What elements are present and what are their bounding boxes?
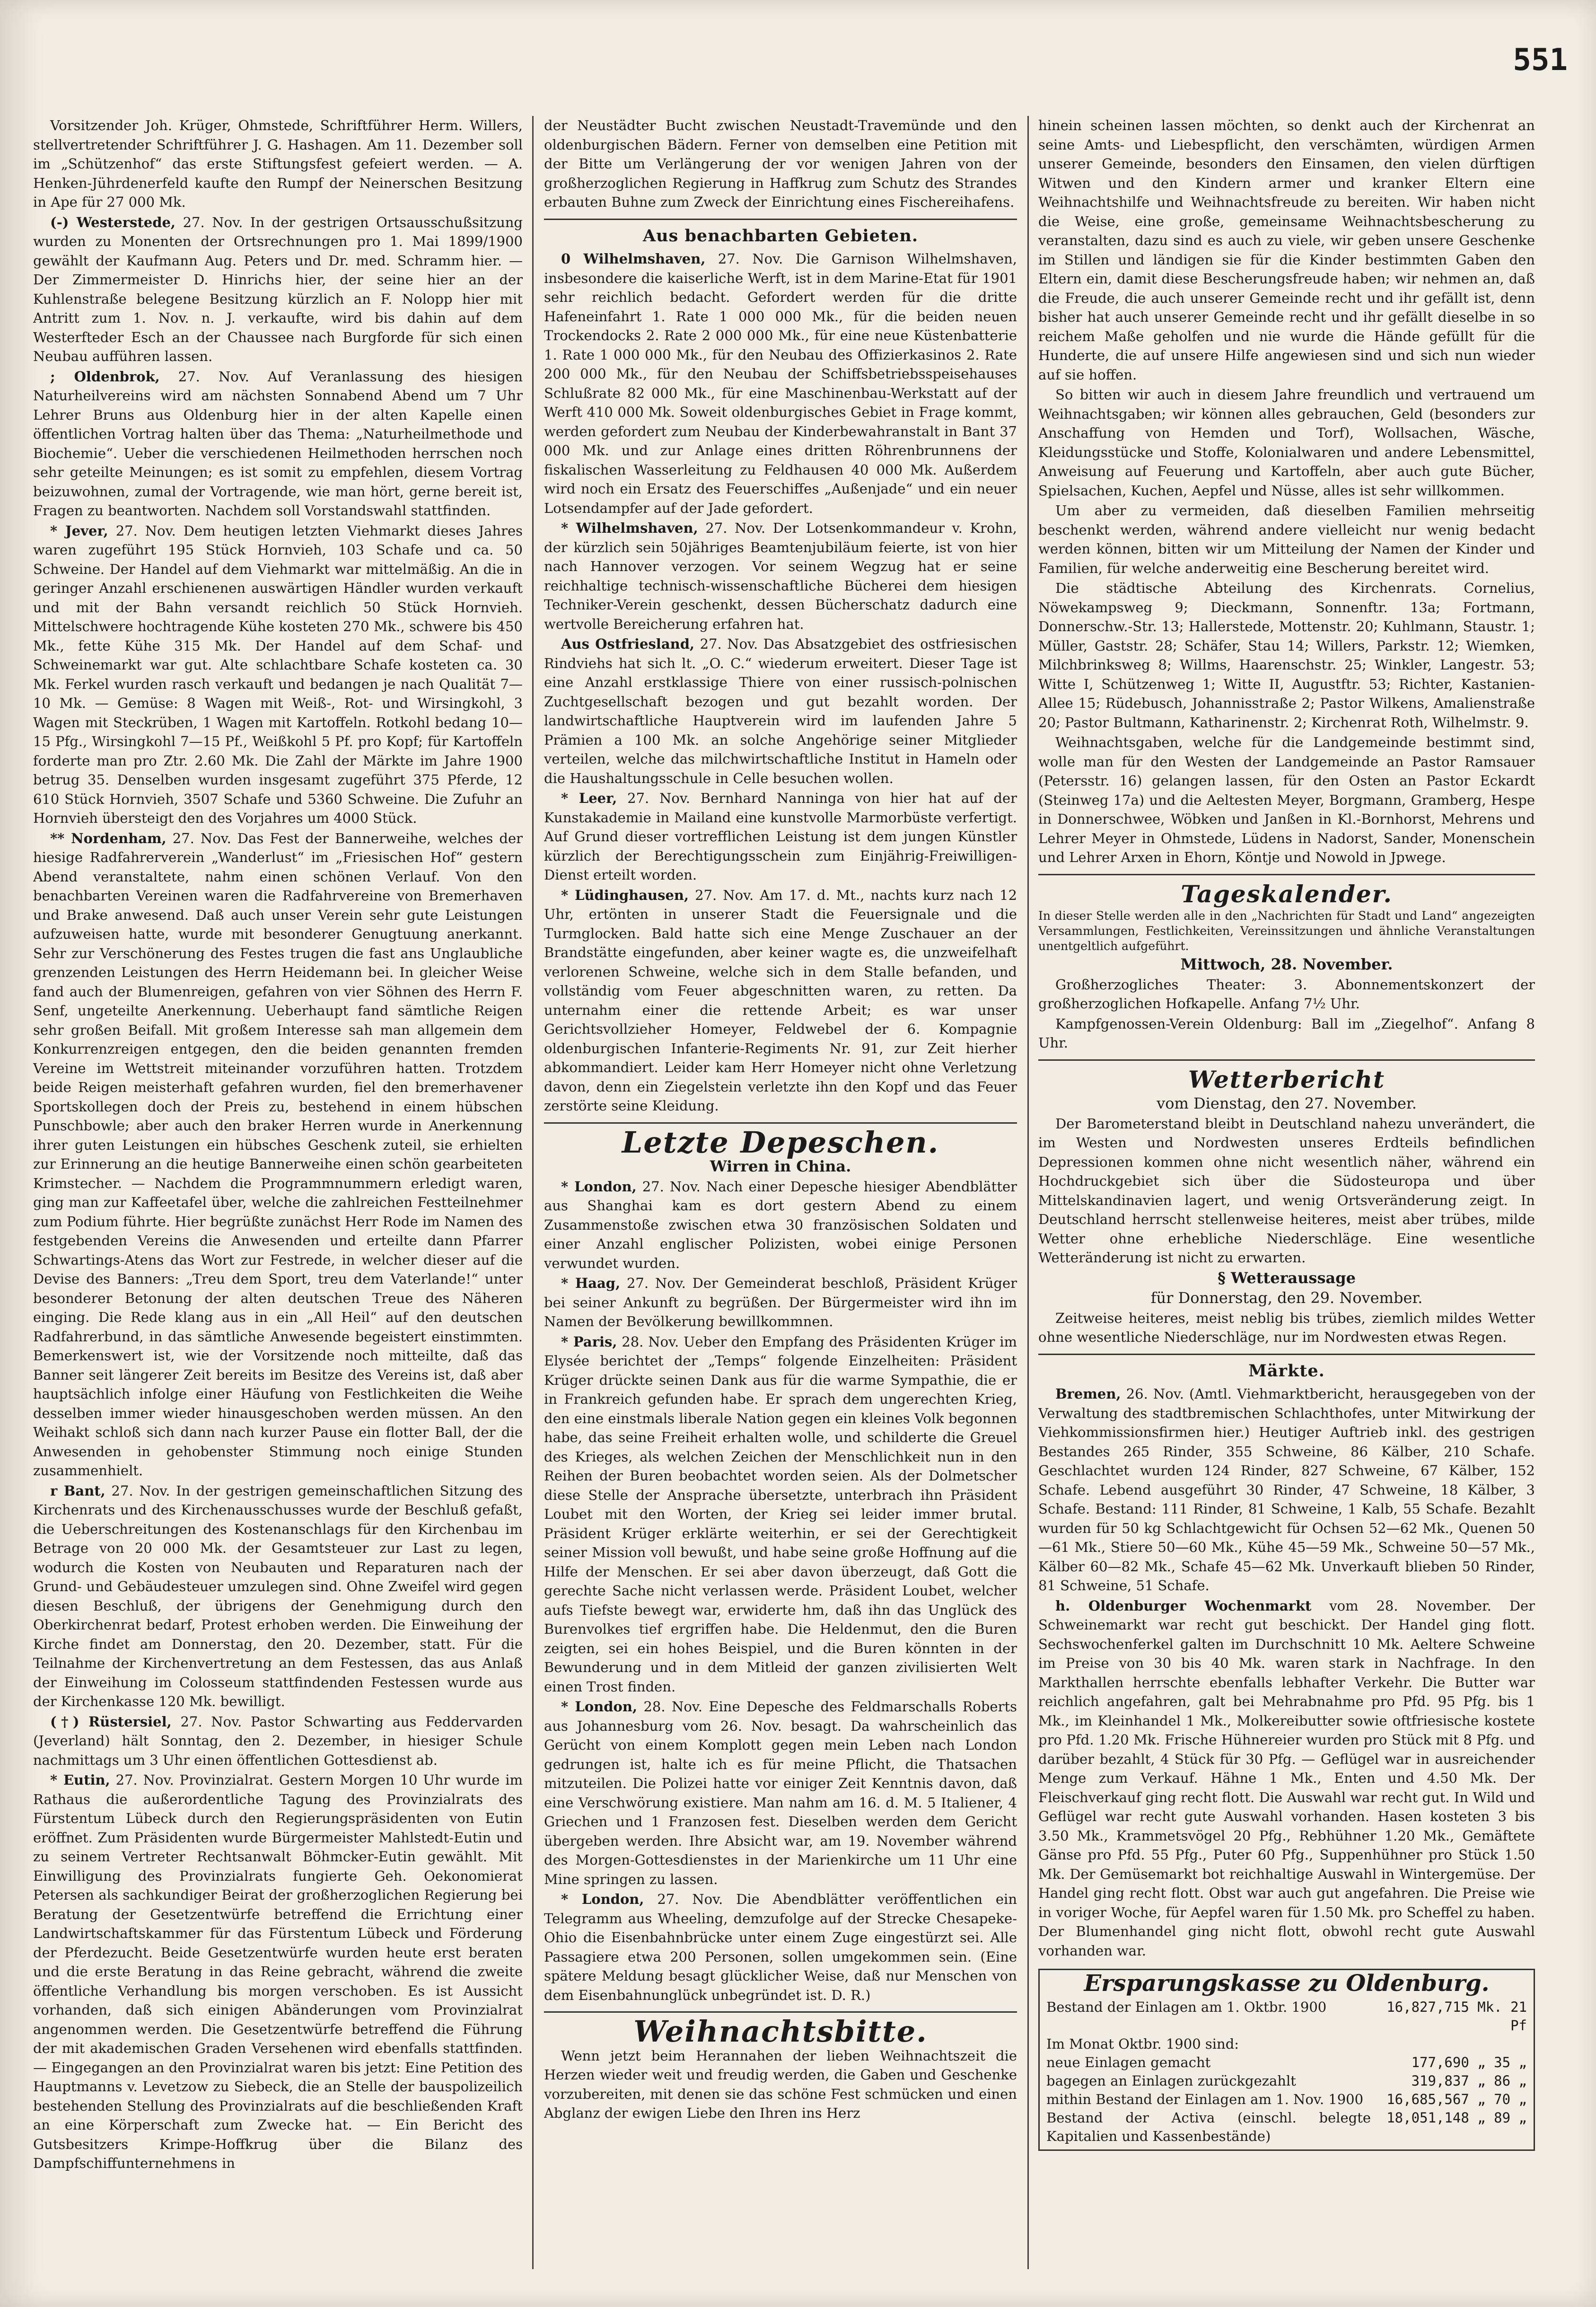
article-body: 27. Nov. In der gestrigen gemeinschaftlichen Sitzung des Kirchenrats und des Kirchenausschusses wurde der Beschluß gefaßt, die Ueberschreitungen des Kostenanschlags für den Kirchenbau im Betrage von 20 000 Mk. der Gesamtsteuer zur Last zu legen, wodurch die Kosten von Neubauten und Reparaturen nach der Grund- und Gebäudesteuer umzulegen sind. Ohne Zweifel wird gegen diesen Beschluß, der übrigens der Genehmigung durch den Oberkirchenrat bedarf, Protest erhoben werden. Die Einweihung der Kirche findet am Donnerstag, den 20. Dezember, statt. Für die Teilnahme der Kirchenvertretung an dem Festessen, das aus Anlaß der Einweihung im Colosseum stattfindenden Festessen wurde aus der Kirchenkasse 120 Mk. bewilligt. bbox=[33, 1482, 523, 1709]
column-2 bbox=[544, 116, 1017, 2279]
article-paragraph bbox=[544, 1697, 1017, 1889]
article-dateline: * Jever, bbox=[50, 522, 108, 539]
article-paragraph bbox=[33, 367, 523, 520]
article-dateline: * Paris, bbox=[561, 1333, 617, 1350]
weihnachtsbitte-text: Wenn jetzt beim Herannahen der lieben Weihnachtszeit die Herzen wieder weit und freudig werden, die Gaben und Geschenke vorzubereiten, mit denen sie das schöne Fest schmücken und einen Abglanz der ewigen Liebe den Ihren ins Herz bbox=[544, 2047, 1017, 2121]
sparkasse-heading: Ersparungskasse zu Oldenburg. bbox=[1084, 1970, 1490, 1997]
weihnachtsbitte-paragraph: hinein scheinen lassen möchten, so denkt auch der Kirchenrat an seine Amts- und Liebespflicht, den verschämten, würdigen Armen unserer Gemeinde, besonders den Einsamen, den vielen dürftigen Witwen und den Kindern armer und kranker Eltern eine Weihnachtshilfe und Weihnachtsfreude zu bereiten. Wir haben nicht die Weise, eine große, gemeinsame Weihnachtsbescherung zu veranstalten, dazu sind es auch zu viele, wir geben unsere Geschenke im Stillen und ländigen sie für die Kinder bestimmten Gaben den Eltern ein, damit diese Bescherungsfreude haben; wir nehmen an, daß die Freude, die auch unserer Gemeinde recht und ihr gefällt ist, denn bisher hat auch unserer Gemeinde recht und ihr gefällt dieselbe in so reichem Maße geholfen und nie wurde die Hände gefüllt für die Hunderte, die auf unsere Hilfe angewiesen sind und sich nun wieder auf sie hoffen. bbox=[1038, 117, 1535, 383]
article-paragraph bbox=[33, 116, 523, 212]
ledger-label: Bestand der Activa (einschl. belegte Kapitalien und Kassenbestände) bbox=[1046, 2109, 1371, 2144]
weihnachtsbitte-paragraph: Weihnachtsgaben, welche für die Landgemeinde bestimmt sind, wolle man für den Westen der Landgemeinde an Pastor Ramsauer (Petersstr. 16) gelangen lassen, für den Osten an Pastor Eckardt (Steinweg 17a) und die Aeltesten Meyer, Borgmann, Gramberg, Hespe in Donnerschwee, Wöbken und Janßen in Kl.-Bornhorst, Mehrens und Lehrer Meyer in Ohmstede, Lüdens in Nadorst, Sander, Monenschein und Lehrer Arxen in Ehorn, Köntje und Nowold in Jpwege. bbox=[1038, 734, 1535, 865]
divider bbox=[1038, 1059, 1535, 1061]
article-paragraph bbox=[33, 829, 523, 1480]
ledger-amount: 18,051,148 „ 89 „ bbox=[1386, 2109, 1527, 2126]
article-paragraph bbox=[33, 1712, 523, 1770]
article-paragraph bbox=[544, 1332, 1017, 1697]
article-dateline: Bremen, bbox=[1055, 1386, 1121, 1402]
ledger-amount: 177,690 „ 35 „ bbox=[1411, 2054, 1527, 2070]
ledger-label: Bestand der Einlagen am 1. Oktbr. 1900 bbox=[1046, 1999, 1327, 2015]
article-body: 27. Nov. Der Gemeinderat beschloß, Präsident Krüger bei seiner Ankunft zu begrüßen. Der Bürgermeister wird ihn im Namen der Bevölkerung bewillkommnen. bbox=[544, 1275, 1017, 1330]
wetteraussage-heading: § Wetteraussage bbox=[1218, 1268, 1356, 1287]
wetteraussage-date: für Donnerstag, den 29. November. bbox=[1150, 1289, 1423, 1307]
article-body: 27. Nov. Das Absatzgebiet des ostfriesischen Rindviehs hat sich lt. „O. C.“ wiederum erweitert. Dieser Tage ist eine Anzahl erstklassige Thiere von einer russisch-polnischen Zuchtgesellschaft bezogen und gut bezahlt worden. Der landwirtschaftliche Hauptverein wird im laufenden Jahre 5 Prämien a 100 Mk. an solche Angehörige seiner Mitglieder verteilen, welche das milchwirtschaftliche Institut in Hameln oder die Haushaltungsschule in Celle besuchen wollen. bbox=[544, 636, 1017, 786]
article-dateline: (†) Rüstersiel, bbox=[50, 1713, 172, 1730]
ledger-amount: 16,685,567 „ 70 „ bbox=[1386, 2091, 1527, 2107]
ledger-amount: 16,827,715 Mk. 21 Pf bbox=[1386, 1999, 1527, 2034]
divider bbox=[1038, 1354, 1535, 1355]
article-body: 27. Nov. Pastor Schwarting aus Feddervarden (Jeverland) hält Sonntag, den 2. Dezember, in hiesiger Schule nachmittags um 3 Uhr einen öffentlichen Gottesdienst ab. bbox=[33, 1713, 523, 1768]
article-dateline: h. Oldenburger Wochenmarkt bbox=[1055, 1597, 1312, 1614]
nearby-articles bbox=[544, 249, 1017, 1116]
article-dateline: * Lüdinghausen, bbox=[561, 887, 689, 903]
maerkte-items bbox=[1038, 1384, 1535, 1960]
article-dateline: * Haag, bbox=[561, 1275, 621, 1291]
tageskalender-date: Mittwoch, 28. November. bbox=[1180, 955, 1393, 973]
article-dateline: ** Nordenham, bbox=[50, 830, 167, 846]
article-dateline: * London, bbox=[561, 1891, 644, 1907]
article-body: 27. Nov. Provinzialrat. Gestern Morgen 10 Uhr wurde im Rathaus die außerordentliche Tagung des Provinzialrats des Fürstentum Lübeck durch den Regierungspräsidenten von Eutin eröffnet. Zum Präsidenten wurde Bürgermeister Mahlstedt-Eutin und zu seinem Vertreter Rechtsanwalt Böhmcker-Eutin gewählt. Mit Einwilligung des Provinzialrats fungierte Geh. Oekonomierat Petersen als sachkundiger Beirat der großherzoglichen Regierung bei Beratung der Gesetzentwürfe betreffend die Errichtung einer Landwirtschaftskammer für das Fürstentum Lübeck und Förderung der Pferdezucht. Beide Gesetzentwürfe wurden heute erst beraten und die erste Beratung in das Reine gebracht, während die zweite öffentliche Verhandlung bis morgen verschoben. Es ist Aussicht vorhanden, daß sich einigen Abänderungen vom Provinzialrat angenommen werden. Die Gesetzentwürfe betreffend die Führung der mit akademischen Graden Versehenen wird ebenfalls stattfinden. — Eingegangen an den Provinzialrat waren bis jetzt: Eine Petition des Hauptmanns v. Levetzow zu Siebeck, die an Stelle der bauspolizeilich bestehenden Stellung des Provinzialrats auf die beschließenden Kraft an eine Körperschaft zum Zwecke hat. — Ein Bericht des Gutsbesitzers Krimpe-Hoffkrug über die Bilanz des Dampfschiffunternehmens in bbox=[33, 1772, 523, 2171]
article-paragraph bbox=[544, 789, 1017, 885]
divider bbox=[1038, 874, 1535, 875]
article-paragraph bbox=[544, 634, 1017, 788]
article-body: 27. Nov. Das Fest der Bannerweihe, welches der hiesige Radfahrerverein „Wanderlust“ im „Friesischen Hof“ gestern Abend veranstaltete, nahm einen schönen Verlauf. Von den benachbarten Vereinen waren die Radfahrvereine von Bremerhaven und Brake anwesend. Daß auch unser Verein sehr gute Leistungen aufzuweisen hatte, wurde mit besonderer Genugtuung anerkannt. Sehr zur Verschönerung des Festes trugen die fast ans Unglaubliche grenzenden Leistungen des Herrn Heidemann bei. In gleicher Weise fand auch der Blumenreigen, gefahren von vier Söhnen des Herrn F. Senf, ungeteilte Anerkennung. Ueberhaupt fand sämtliche Reigen sehr großen Beifall. Mit großem Interesse sah man allgemein dem Konkurrenzreigen entgegen, den die beiden genannten fremden Vereine im Wettstreit miteinander vorzuführen hatten. Trotzdem beide Reigen meisterhaft gefahren wurden, fiel den bremerhavener Sportskollegen doch der Preis zu, bestehend in einem hübschen Punschbowle; aber auch den braker Herren wurde in Anerkennung ihrer guten Leistungen ein hübsches Geschenk zuteil, sie erhielten zur Erinnerung an die heutige Bannerweihe einen schön gearbeiteten Krimstecher. — Nachdem die Programmnummern erledigt waren, ging man zur Kaffeetafel über, welche die zahlreichen Festteilnehmer zum Podium führte. Hier begrüßte zunächst Herr Rode im Namen des festgebenden Vereins die Anwesenden und erteilte dann Pfarrer Schwartings-Atens das Wort zur Festrede, in welcher dieser auf die Devise des Banners: „Treu dem Sport, treu dem Vaterlande!“ unter besonderer Betonung der alten deutschen Treue des Näheren einging. Die Rede klang aus in ein „All Heil“ auf den deutschen Radfahrerbund, in das sämtliche Anwesende begeistert einstimmten. Bemerkenswert ist, wie der Vorsitzende noch mitteilte, daß das Banner seit längerer Zeit bereits im Besitze des Vereins ist, daß aber hauptsächlich infolge einer Häufung von Festlichkeiten die Weihe desselben immer wieder hinausgeschoben werden müssen. An den Weihakt schloß sich dann nach kurzer Pause ein flotter Ball, der die Anwesenden in gehobenster Stimmung noch einige Stunden zusammenhielt. bbox=[33, 830, 523, 1479]
weihnachtsbitte-continued bbox=[1038, 116, 1535, 867]
article-dateline: * Leer, bbox=[561, 790, 617, 806]
ledger-row bbox=[1046, 2109, 1527, 2146]
tageskalender-items bbox=[1038, 975, 1535, 1053]
article-body: 28. Nov. Ueber den Empfang des Präsidenten Krüger im Elysée berichtet der „Temps“ folgende Einzelheiten: Präsident Krüger drückte seinen Dank aus für die warme Sympathie, die er in Frankreich gefunden habe. Er sprach dem ungerechten Krieg, den eine einstmals liberale Nation gegen ein kleines Volk begonnen habe, das seine Freiheit erhalten wolle, und schilderte die Greuel des Krieges, als welchen Zeichen der Menschlichkeit nun in den Reihen der Buren beobachtet worden seien. Als der Dolmetscher diese Stelle der Ansprache übersetzte, unterbrach ihn Präsident Loubet mit den Worten, der Krieg sei leider immer brutal. Präsident Krüger erklärte weiterhin, er sei der Gerechtigkeit seiner Mission voll bewußt, und habe seine große Hoffnung auf die Hilfe der Menschen. Er sei aber davon überzeugt, daß Gott die gerechte Sache nicht verlassen werde. Präsident Loubet, welcher aufs Tiefste bewegt war, erwiderte hm, daß ihn das Unglück des Burenvolkes tief ergriffen habe. Die Heldenmut, den die Buren zeigten, sei ein hohes Beispiel, und die Buren könnten in der Bewunderung und in dem Mitleid der ganzen zivilisierten Welt einen Trost finden. bbox=[544, 1333, 1017, 1695]
section-heading-depeschen: Letzte Depeschen. bbox=[622, 1125, 939, 1160]
article-paragraph bbox=[1038, 1384, 1535, 1595]
ledger-row bbox=[1046, 2035, 1527, 2053]
page-number: 551 bbox=[1513, 43, 1568, 78]
tageskalender-note: In dieser Stelle werden alle in den „Nachrichten für Stadt und Land“ angezeigten Versammlungen, Festlichkeiten, Vereinssitzungen und ähnliche Veranstaltungen unentgeltlich aufgeführt. bbox=[1038, 909, 1535, 953]
article-body: vom 28. November. Der Schweinemarkt war recht gut beschickt. Der Handel ging flott. Sechswochenferkel galten im Durchschnitt 10 Mk. Aeltere Schweine im Preise von 30 bis 40 Mk. waren stark in Nachfrage. In den Markthallen herrschte ebenfalls lebhafter Verkehr. Die Butter war reichlich angefahren, galt bei Mehrabnahme pro Pfd. 95 Pfg. bis 1 Mk., im Kleinhandel 1 Mk., Molkereibutter sowie oftfriesische kostete pro Pfd. 1.20 Mk. Frische Hühnereier wurden pro Stück mit 8 Pfg. und darüber bezahlt, 4 Stück für 30 Pfg. — Geflügel war in ausreichender Menge zum Verkauf. Hähne 1 Mk., Enten und 4.50 Mk. Der Fleischverkauf ging recht flott. Die Auswahl war recht gut. In Wild und Geflügel war recht gute Auswahl vorhanden. Hasen kosteten 3 bis 3.50 Mk., Krammetsvögel 20 Pfg., Rebhühner 1.20 Mk., Gemäftete Gänse pro Pfd. 55 Pfg., Puter 60 Pfg., Suppenhühner pro Stück 1.50 Mk. Der Gemüsemarkt bot reichhaltige Auswahl in Wintergemüse. Der Handel ging recht flott. Obst war auch gut angefahren. Die Preise wie in voriger Woche, für Aepfel waren für 1.50 Mk. pro Scheffel zu haben. Der Blumenhandel ging nicht flott, obwohl recht gute Auswahl vorhanden war. bbox=[1038, 1597, 1535, 1959]
maerkte-heading: Märkte. bbox=[1248, 1361, 1325, 1381]
ledger-row bbox=[1046, 2090, 1527, 2109]
section-heading-nearby: Aus benachbarten Gebieten. bbox=[642, 226, 919, 246]
article-dateline: ; Oldenbrok, bbox=[50, 368, 160, 385]
article-paragraph bbox=[1038, 1596, 1535, 1961]
ledger-row bbox=[1046, 2072, 1527, 2090]
ledger-amount bbox=[1376, 2035, 1527, 2053]
article-paragraph bbox=[544, 519, 1017, 634]
weihnachtsbitte-paragraph: So bitten wir auch in diesem Jahre freundlich und vertrauend um Weihnachtsgaben; wir können alles gebrauchen, Geld (besonders zur Anschaffung von Hemden und Torf), Wollsachen, Wäsche, Kleidungsstücke und Stoffe, Kolonialwaren und andere Lebensmittel, Anweisung auf Feuerung und Kartoffeln, aber auch gute Bücher, Spielsachen, Kuchen, Aepfel und Nüsse, alles ist sehr willkommen. bbox=[1038, 387, 1535, 499]
article-body: 27. Nov. Die Abendblätter veröffentlichen ein Telegramm aus Wheeling, demzufolge auf der Strecke Chesapeke-Ohio die Eisenbahnbrücke unter einem Zuge eingestürzt sei. Alle Passagiere etwa 200 Personen, sollen umgekommen sein. (Eine spätere Meldung besagt glücklicher Weise, daß nur Menschen von dem Eisenbahnunglück unbegründet ist. D. R.) bbox=[544, 1891, 1017, 2003]
article-paragraph bbox=[33, 521, 523, 828]
article-body: 27. Nov. Der Lotsenkommandeur v. Krohn, der kürzlich sein 50jähriges Beamtenjubiläum feierte, ist von hier nach Hannover verzogen. Vor seinem Wegzug hat er seine reichhaltige technisch-wissenschaftliche Bücherei dem hiesigen Techniker-Verein geschenkt, dessen Bücherschatz dadurch eine wertvolle Bereicherung erfahren hat. bbox=[544, 520, 1017, 632]
article-paragraph bbox=[544, 886, 1017, 1116]
ledger-label: bagegen an Einlagen zurückgezahlt bbox=[1046, 2072, 1296, 2089]
article-body: 27. Nov. In der gestrigen Ortsausschußsitzung wurden zu Monenten der Ortsrechnungen pro 1. Mai 1899/1900 gewählt der Kaufmann Aug. Peters und Dr. med. Schramm hier. — Der Zimmermeister D. Hinrichs hier, der seine hier an der Kuhlenstraße belegene Besitzung kürzlich an F. Nolopp hier mit Antritt zum 1. Nov. n. J. verkaufte, wird bis dahin auf dem Westerfteder Esch an der Chaussee nach Burgforde für sich einen Neubau aufführen lassen. bbox=[33, 214, 523, 364]
col2-intro: der Neustädter Bucht zwischen Neustadt-Travemünde und den oldenburgischen Bädern. Ferner von demselben eine Petition mit der Bitte um Verlängerung der vor wenigen Jahren von der großherzoglichen Regierung in Haffkrug zum Schutz des Strandes erbauten Buhne zum Zweck der Einrichtung eines Fischereihafens. bbox=[544, 117, 1017, 210]
article-paragraph bbox=[33, 1481, 523, 1711]
article-dateline: Aus Ostfriesland, bbox=[561, 636, 695, 652]
tageskalender-heading: Tageskalender. bbox=[1181, 880, 1393, 908]
column-rule-2 bbox=[1027, 116, 1029, 2269]
ledger-label: mithin Bestand der Einlagen am 1. Nov. 1900 bbox=[1046, 2091, 1364, 2107]
weihnachtsbitte-paragraph: Die städtische Abteilung des Kirchenrats. Cornelius, Nöwekampsweg 9; Dieckmann, Sonnenftr. 13a; Fortmann, Donnerschw.-Str. 13; Hallerstede, Mottenstr. 20; Kuhlmann, Staustr. 1; Müller, Gaststr. 28; Schäfer, Stau 14; Willers, Parkstr. 12; Wiemken, Milchbrinksweg 8; Willms, Haarenschstr. 25; Winkler, Langestr. 53; Witte I, Schützenweg 1; Witte II, Augustftr. 53; Richter, Kastanien-Allee 15; Rüdebusch, Johannisstraße 2; Pastor Wilkens, Amalienstraße 20; Pastor Bultmann, Katharinenstr. 2; Kirchenrat Roth, Wilhelmstr. 9. bbox=[1038, 580, 1535, 731]
article-body: 27. Nov. Nach einer Depesche hiesiger Abendblätter aus Shanghai kam es dort gestern Abend zu einem Zusammenstoße zwischen etwa 30 französischen Soldaten und einer Anzahl englischer Polizisten, wobei einige Personen verwundet wurden. bbox=[544, 1178, 1017, 1271]
article-body: 27. Nov. Die Garnison Wilhelmshaven, insbesondere die kaiserliche Werft, ist in dem Marine-Etat für 1901 sehr reichlich bedacht. Gefordert werden für die dritte Hafeneinfahrt 1. Rate 1 000 000 Mk., für die beiden neuen Trockendocks 2. Rate 2 000 000 Mk., für eine neue Küstenbatterie 1. Rate 1 000 000 Mk., für den Neubau des Offizierkasinos 2. Rate 200 000 Mk., für den Neubau der Schiffsbetriebsspeisehauses Schlußrate 82 000 Mk., für eine Maschinenbau-Werkstatt auf der Werft 410 000 Mk. Soweit oldenburgisches Gebiet in Frage kommt, werden gefordert zum Neubau der Kinderbewahranstalt in Bant 37 000 Mk. und zur Anlage eines dritten Röhrenbrunnens der fiskalischen Wasserleitung zu Feldhausen 40 000 Mk. Außerdem wird noch ein Ersatz des Feuerschiffes „Außenjade“ und ein neuer Lotsendampfer auf der Jade gefordert. bbox=[544, 251, 1017, 516]
article-body: 27. Nov. Bernhard Nanninga von hier hat auf der Kunstakademie in Mailand eine kunstvolle Marmorbüste verfertigt. Auf Grund dieser vortrefflichen Leistung ist dem jungen Künstler kürzlich der Berechtigungsschein zum Einjährig-Freiwilligen-Dienst erteilt worden. bbox=[544, 790, 1017, 883]
article-body: 27. Nov. Auf Veranlassung des hiesigen Naturheilvereins wird am nächsten Sonnabend Abend um 7 Uhr Lehrer Bruns aus Oldenburg hier in der alten Kapelle einen öffentlichen Vortrag halten über das Thema: „Naturheilmethode und Biochemie“. Ueber die verschiedenen Heilmethoden herrschen noch sehr geteilte Meinungen; es ist somit zu empfehlen, diesem Vortrag beizuwohnen, zumal der Vortragende, wie man hört, gerne bereit ist, Fragen zu beantworten. Nachdem soll Vorstandswahl stattfinden. bbox=[33, 368, 523, 519]
article-dateline: * London, bbox=[561, 1699, 638, 1715]
article-body: Vorsitzender Joh. Krüger, Ohmstede, Schriftführer Herm. Willers, stellvertretender Schriftführer J. G. Hashagen. Am 11. Dezember soll im „Schützenhof“ das erste Stiftungsfest gefeiert werden. — A. Henken-Jührdenerfeld kaufte den Rumpf der Neinerschen Besitzung in Ape für 27 000 Mk. bbox=[33, 117, 523, 210]
article-dateline: * Eutin, bbox=[50, 1772, 110, 1788]
wetterbericht-heading: Wetterbericht bbox=[1188, 1065, 1386, 1093]
article-body: 27. Nov. Am 17. d. Mt., nachts kurz nach 12 Uhr, ertönten in unserer Stadt die Feuersignale und die Turmglocken. Bald hatte sich eine Menge Zuschauer an der Brandstätte eingefunden, aber keiner wagte es, die unzweifelhaft verlorenen Schweine, welche sich in dem Stalle befanden, und vollständig vom Feuer abgeschnitten waren, zu retten. Da unternahm einer die rettende Arbeit; es war unser Gerichtsvollzieher Homeyer, Feldwebel der 6. Kompagnie oldenburgischen Infanterie-Regiments Nr. 91, zur Zeit hierher abkommandiert. Leider kam Herr Homeyer nicht ohne Verletzung davon, denn ein Ziegelstein verletzte ihn den Kopf und das Feuer zerstörte seine Kleidung. bbox=[544, 887, 1017, 1114]
ledger-label: Im Monat Oktbr. 1900 sind: bbox=[1046, 2035, 1239, 2052]
tageskalender-entry: Kampfgenossen-Verein Oldenburg: Ball im „Ziegelhof“. Anfang 8 Uhr. bbox=[1038, 1015, 1535, 1051]
article-body: 27. Nov. Dem heutigen letzten Viehmarkt dieses Jahres waren zugeführt 195 Stück Hornvieh, 103 Schafe und ca. 50 Schweine. Der Handel auf dem Viehmarkt war mittelmäßig. An die in geringer Anzahl erschienenen auswärtigen Händler wurden verkauft und mit der Bahn versandt reichlich 50 Stück Hornvieh. Mittelschwere hochtragende Kühe kosteten 270 Mk., schwere bis 450 Mk., fette Kühe 315 Mk. Der Handel auf dem Schaf- und Schweinemarkt war gut. Alte schlachtbare Schafe kosteten ca. 30 Mk. Ferkel wurden rasch verkauft und bedangen je nach Qualität 7—10 Mk. — Gemüse: 8 Wagen mit Weiß-, Rot- und Wirsingkohl, 3 Wagen mit Steckrüben, 1 Wagen mit Kartoffeln. Rotkohl bedang 10—15 Pfg., Wirsingkohl 7—15 Pf., Weißkohl 5 Pf. pro Kopf; für Kartoffeln forderte man pro Ztr. 2.60 Mk. Die Zahl der Märkte im Jahre 1900 betrug 35. Denselben wurden insgesamt zugeführt 375 Pferde, 12 610 Stück Hornvieh, 3507 Schafe und 5360 Schweine. Die Zufuhr an Hornvieh übersteigt den des Vorjahres um 4000 Stück. bbox=[33, 522, 523, 826]
ledger-amount: 319,837 „ 86 „ bbox=[1411, 2072, 1527, 2089]
sparkasse-box bbox=[1038, 1969, 1535, 2151]
wetteraussage-text: Zeitweise heiteres, meist neblig bis trübes, ziemlich mildes Wetter ohne wesentliche Niederschläge, nur im Nordwesten etwas Regen. bbox=[1038, 1310, 1535, 1345]
depeschen-articles bbox=[544, 1177, 1017, 2005]
tageskalender-entry: Großherzogliches Theater: 3. Abonnementskonzert der großherzoglichen Hofkapelle. Anfang 7½ Uhr. bbox=[1038, 976, 1535, 1012]
article-dateline: * Wilhelmshaven, bbox=[561, 520, 698, 536]
ledger-row bbox=[1046, 2053, 1527, 2072]
divider bbox=[544, 219, 1017, 220]
article-paragraph bbox=[544, 249, 1017, 518]
sparkasse-ledger bbox=[1046, 1998, 1527, 2146]
column-1 bbox=[33, 116, 523, 2279]
article-dateline: (-) Westerstede, bbox=[50, 214, 176, 230]
ledger-row bbox=[1046, 1998, 1527, 2035]
column-rule-1 bbox=[532, 116, 534, 2269]
section-heading-weihnachtsbitte: Weihnachtsbitte. bbox=[633, 2014, 928, 2049]
divider bbox=[544, 1122, 1017, 1124]
article-paragraph bbox=[544, 1274, 1017, 1331]
wetterbericht-text: Der Barometerstand bleibt in Deutschland nahezu unverändert, die im Westen und Nordwesten unseres Erdteils befindlichen Depressionen kommen ohne nicht wesentlich näher, während ein Hochdruckgebiet sich über die Südosteuropa und über Mittelskandinavien lagert, und wenig Ortsveränderung zeigt. In Deutschland herrscht stellenweise heiteres, meist aber trübes, milde Wetter ohne erhebliche Niederschläge. Eine wesentliche Wetteränderung ist nicht zu erwarten. bbox=[1038, 1115, 1535, 1266]
article-dateline: * London, bbox=[561, 1178, 637, 1195]
column-3 bbox=[1038, 116, 1535, 2279]
ledger-label: neue Einlagen gemacht bbox=[1046, 2054, 1211, 2070]
article-paragraph bbox=[544, 1177, 1017, 1273]
article-paragraph bbox=[33, 1770, 523, 2173]
depeschen-subheading: Wirren in China. bbox=[710, 1157, 851, 1175]
article-paragraph bbox=[544, 1890, 1017, 2005]
article-body: 26. Nov. (Amtl. Viehmarktbericht, herausgegeben von der Verwaltung des stadtbremischen Schlachthofes, unter Mitwirkung der Viehkommissionsfirmen hier.) Heutiger Auftrieb inkl. des gestrigen Bestandes 265 Rinder, 355 Schweine, 86 Kälber, 210 Schafe. Geschlachtet wurden 124 Rinder, 827 Schweine, 67 Kälber, 152 Schafe. Lebend ausgeführt 30 Rinder, 47 Schweine, 18 Kälber, 3 Schafe. Bestand: 111 Rinder, 81 Schweine, 1 Kalb, 55 Schafe. Bezahlt wurden für 50 kg Schlachtgewicht für Ochsen 52—62 Mk., Quenen 50—61 Mk., Stiere 50—60 Mk., Kühe 45—59 Mk., Schweine 50—57 Mk., Kälber 60—82 Mk., Schafe 45—62 Mk. Unverkauft blieben 50 Rinder, 81 Schweine, 51 Schafe. bbox=[1038, 1386, 1535, 1594]
wetterbericht-date: vom Dienstag, den 27. November. bbox=[1157, 1094, 1417, 1112]
weihnachtsbitte-paragraph: Um aber zu vermeiden, daß dieselben Familien mehrseitig beschenkt werden, während andere vielleicht nur wenig bedacht werden können, bitten wir um Mitteilung der Namen der Kinder und Familien, für welche anderweitig eine Bescherung bereitet wird. bbox=[1038, 502, 1535, 576]
article-body: 28. Nov. Eine Depesche des Feldmarschalls Roberts aus Johannesburg vom 26. Nov. besagt. Da wahrscheinlich das Gerücht von einem Komplott gegen mein Leben nach London gedrungen ist, halte ich es für meine Pflicht, die Thatsachen mitzuteilen. Die Polizei hatte vor einiger Zeit Kenntnis davon, daß eine Verschwörung existiere. Man nahm am 16. d. M. 5 Italiener, 4 Griechen und 1 Franzosen fest. Dieselben werden dem Gericht übergeben werden. Ihre Absicht war, am 19. November während des Morgen-Gottesdienstes in der Marienkirche um 11 Uhr eine Mine springen zu lassen. bbox=[544, 1699, 1017, 1887]
article-dateline: r Bant, bbox=[50, 1482, 105, 1499]
article-dateline: 0 Wilhelmshaven, bbox=[561, 251, 706, 267]
divider bbox=[544, 2011, 1017, 2013]
article-paragraph bbox=[33, 213, 523, 366]
